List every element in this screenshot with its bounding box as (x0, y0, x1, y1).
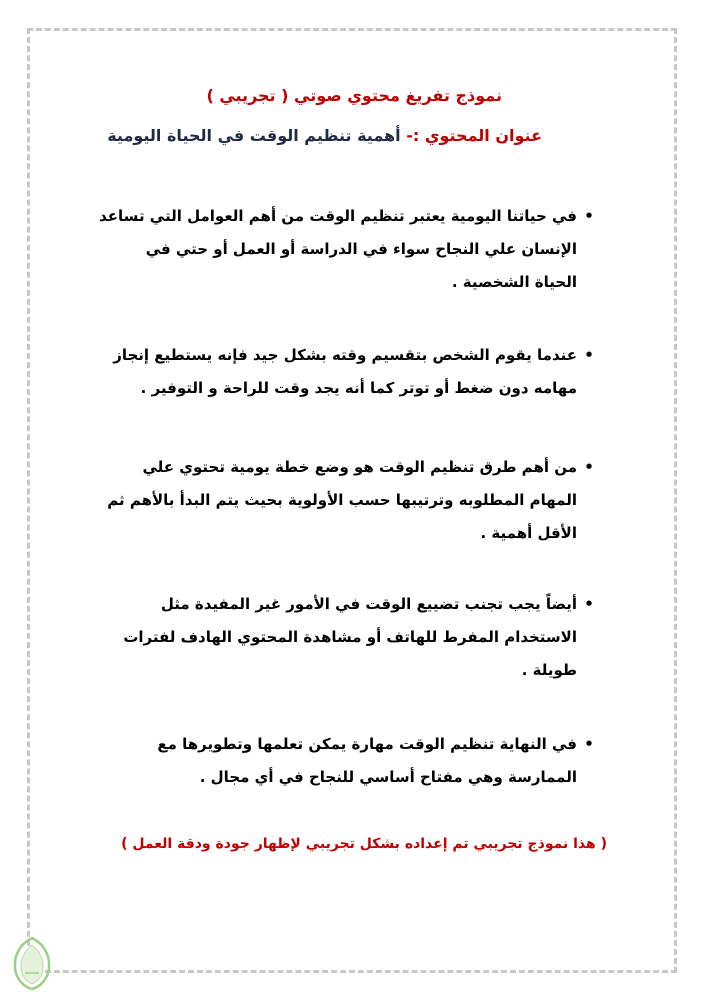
bullet-line: المهام المطلوبه وترتيبها حسب الأولوية بحيث يتم البدأ بالأهم ثم (107, 491, 577, 509)
bullet-line: طويلة . (521, 661, 577, 679)
bullet-dot-icon: • (584, 346, 594, 364)
footer-note: ( هذا نموذج تجريبي تم إعداده بشكل تجريبي لإظهار جودة ودقة العمل ) (121, 836, 607, 852)
bullet-line: عندما يقوم الشخص بتقسيم وقته بشكل جيد فإنه يستطيع إنجاز (113, 346, 577, 364)
bullet-item-4 (122, 588, 594, 687)
bullet-dot-icon: • (584, 735, 594, 753)
bullet-line: الإنسان علي النجاح سواء في الدراسة أو العمل أو حتي في (145, 240, 577, 258)
bullet-line: الاستخدام المفرط للهاتف أو مشاهدة المحتوي الهادف لفترات (123, 628, 577, 646)
bullet-line: من أهم طرق تنظيم الوقت هو وضع خطة يومية تحتوي علي (142, 458, 577, 476)
subtitle-value: أهمية تنظيم الوقت في الحياة اليومية (107, 126, 401, 145)
bullet-item-1 (99, 200, 594, 299)
bullet-dot-icon: • (584, 595, 594, 613)
bullet-line: في حياتنا اليومية يعتبر تنظيم الوقت من أهم العوامل التي تساعد (99, 207, 577, 225)
bullet-line: الحياة الشخصية . (451, 273, 577, 291)
document-title: نموذج تفريغ محتوي صوتي ( تجريبي ) (206, 86, 502, 105)
bullet-item-5 (122, 728, 594, 794)
watermark-logo-icon (6, 935, 58, 991)
bullet-line: أيضاً يجب تجنب تضييع الوقت في الأمور غير المفيدة مثل (160, 595, 577, 613)
subtitle-label: عنوان المحتوي :- (406, 126, 542, 145)
bullet-line: في النهاية تنظيم الوقت مهارة يمكن تعلمها وتطويرها مع (157, 735, 577, 753)
bullet-dot-icon: • (584, 458, 594, 476)
bullet-item-3 (107, 451, 594, 550)
document-subtitle (107, 126, 542, 145)
bullet-line: الأقل أهمية . (480, 524, 577, 542)
bullet-line: مهامه دون ضغط أو توتر كما أنه يجد وقت للراحة و التوفير . (140, 379, 577, 397)
bullet-dot-icon: • (584, 207, 594, 225)
bullet-line: الممارسة وهي مفتاح أساسي للنجاح في أي مجال . (199, 768, 577, 786)
bullet-item-2 (113, 339, 594, 405)
